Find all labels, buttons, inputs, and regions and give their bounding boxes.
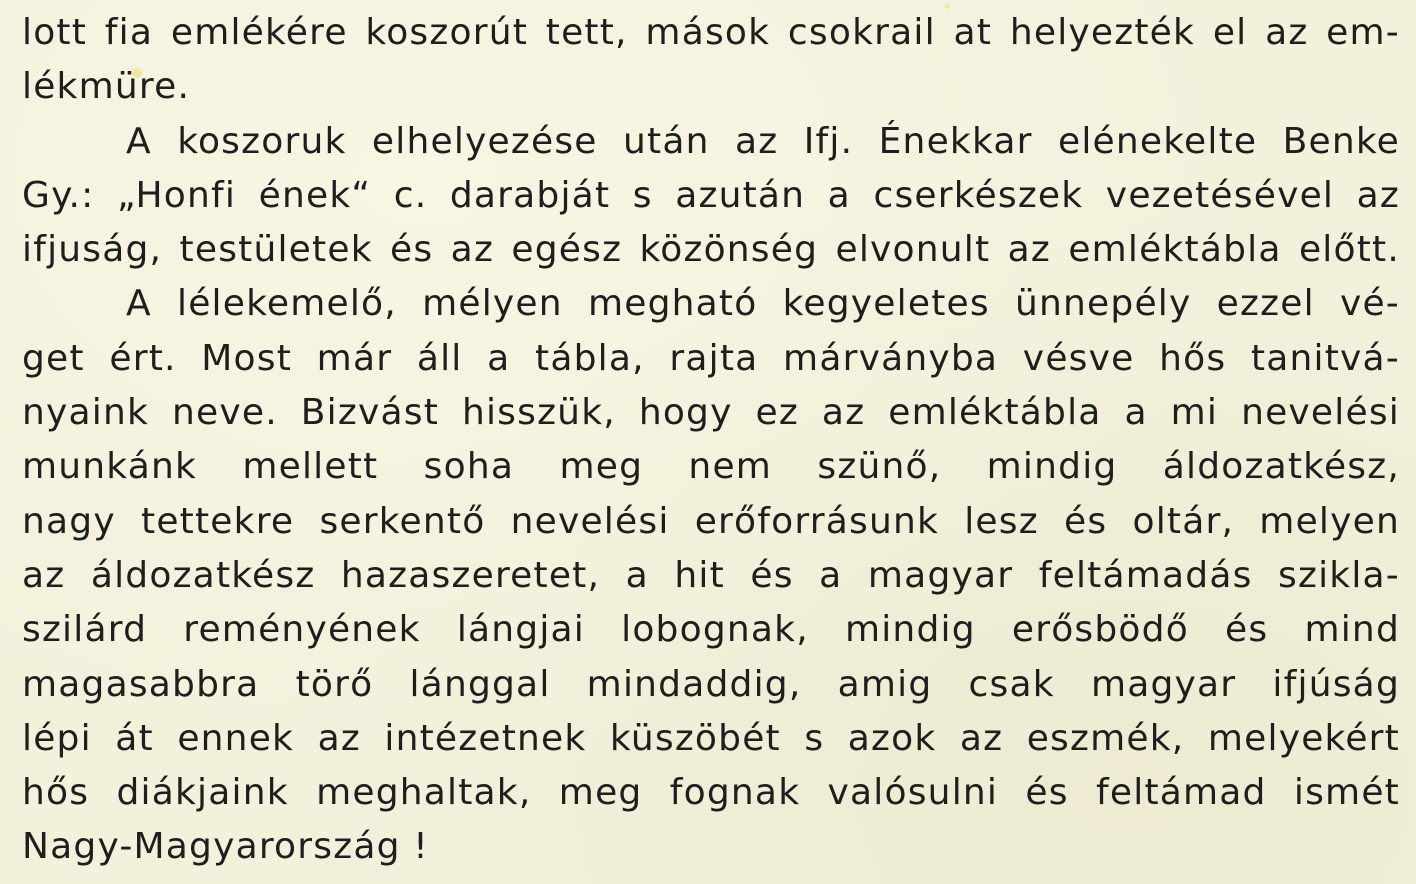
text-line: lott fia emlékére koszorút tett, mások csokrail at helyezték el az em- bbox=[22, 12, 1400, 53]
text-line: nyaink neve. Bizvást hisszük, hogy ez az emléktábla a mi nevelési bbox=[22, 392, 1400, 434]
text-line: szilárd reményének lángjai lobognak, mindig erősbödő és mind bbox=[22, 609, 1400, 651]
body-text bbox=[22, 6, 1400, 875]
paragraph-start-line: A lélekemelő, mélyen megható kegyeletes ünnepély ezzel vé- bbox=[126, 283, 1400, 325]
text-line: get ért. Most már áll a tábla, rajta márványba vésve hős tanitvá- bbox=[22, 337, 1400, 379]
text-line: munkánk mellett soha meg nem szünő, mindig áldozatkész, bbox=[22, 446, 1400, 488]
text-line: lépi át ennek az intézetnek küszöbét s azok az eszmék, melyekért bbox=[22, 717, 1400, 759]
text-line: Gy.: „Honfi ének“ c. darabját s azután a cserkészek vezetésével az bbox=[22, 174, 1400, 216]
text-line: magasabbra törő lánggal mindaddig, amig csak magyar ifjúság bbox=[22, 663, 1400, 705]
text-line: hős diákjaink meghaltak, meg fognak valósulni és feltámad ismét bbox=[22, 772, 1400, 814]
text-line: ifjuság, testületek és az egész közönség elvonult az emléktábla előtt. bbox=[22, 229, 1400, 271]
paragraph-start-line: A koszoruk elhelyezése után az Ifj. Énekkar elénekelte Benke bbox=[126, 120, 1400, 162]
text-line: Nagy-Magyarország ! bbox=[22, 826, 429, 868]
text-line: nagy tettekre serkentő nevelési erőforrásunk lesz és oltár, melyen bbox=[22, 500, 1400, 542]
text-line: lékmüre. bbox=[22, 66, 191, 108]
text-line: az áldozatkész hazaszeretet, a hit és a magyar feltámadás szikla- bbox=[22, 554, 1400, 596]
